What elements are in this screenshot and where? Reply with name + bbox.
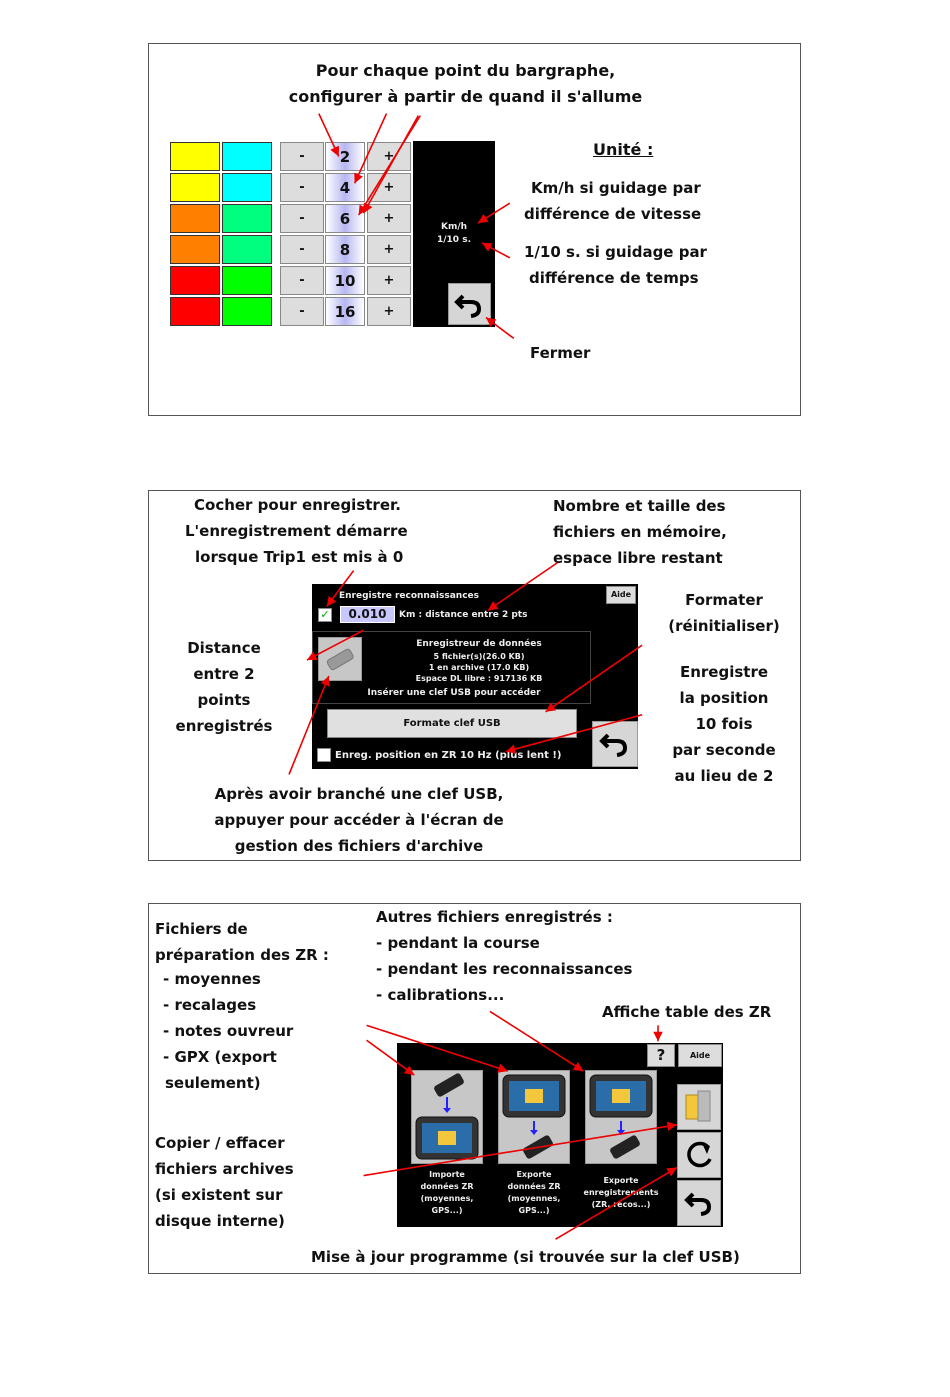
plus-button[interactable]: + <box>367 235 411 264</box>
bar-cell-left <box>170 297 220 326</box>
enreg-line2: la position <box>679 689 769 707</box>
threshold-value[interactable]: 6 <box>325 204 365 233</box>
undo-arrow-icon <box>449 284 490 324</box>
import-line2: données ZR <box>420 1182 474 1191</box>
archive-manage-button[interactable] <box>677 1084 721 1130</box>
usb-line: Insérer une clef USB pour accéder <box>367 688 541 698</box>
fermer-label: Fermer <box>530 344 591 362</box>
kmh-desc-2: différence de vitesse <box>524 205 702 223</box>
panel-bargraph <box>148 43 801 416</box>
minus-button[interactable]: - <box>280 235 324 264</box>
bar-cell-left <box>170 173 220 202</box>
bar-cell-left <box>170 204 220 233</box>
minus-button[interactable]: - <box>280 142 324 171</box>
panel-recorder <box>148 490 801 861</box>
export-records-button[interactable] <box>585 1070 657 1164</box>
enreg-line5: au lieu de 2 <box>674 767 774 785</box>
plus-button[interactable]: + <box>367 142 411 171</box>
zr-10hz-label: Enreg. position en ZR 10 Hz (plus lent !) <box>335 750 562 761</box>
help-zr-button[interactable]: ? <box>647 1044 675 1067</box>
import-line1: Importe <box>429 1170 465 1179</box>
archive-line: 1 en archive (17.0 KB) <box>428 663 530 672</box>
nombre-line3: espace libre restant <box>553 549 723 567</box>
dist-line1: Distance <box>187 639 261 657</box>
kmh-desc-1: Km/h si guidage par <box>531 179 701 197</box>
usb-access-button[interactable] <box>318 637 362 681</box>
threshold-value[interactable]: 10 <box>325 266 365 295</box>
unite-title: Unité : <box>593 140 654 159</box>
exrec-line1: Exporte <box>603 1176 639 1185</box>
copier-line2: fichiers archives <box>155 1160 294 1178</box>
apres-line1: Après avoir branché une clef USB, <box>214 785 504 803</box>
files-back-button[interactable] <box>677 1180 721 1226</box>
apres-line2: appuyer pour accéder à l'écran de <box>214 811 504 829</box>
autres-line2: - pendant la course <box>376 934 540 952</box>
enreg-line3: 10 fois <box>695 715 753 733</box>
plus-button[interactable]: + <box>367 204 411 233</box>
autres-line4: - calibrations... <box>376 986 505 1004</box>
usb-to-device-icon <box>412 1071 482 1163</box>
aide-button[interactable]: Aide <box>606 586 636 604</box>
bar-cell-left <box>170 142 220 171</box>
cocher-line1: Cocher pour enregistrer. <box>194 496 401 514</box>
apres-line3: gestion des fichiers d'archive <box>234 837 484 855</box>
affiche-label: Affiche table des ZR <box>602 1003 772 1021</box>
export-line1: Exporte <box>516 1170 552 1179</box>
autres-line3: - pendant les reconnaissances <box>376 960 633 978</box>
refresh-icon <box>678 1133 720 1177</box>
export-zr-button[interactable] <box>498 1070 570 1164</box>
dist-line2: entre 2 <box>193 665 255 683</box>
bar-cell-right <box>222 204 272 233</box>
formater-line1: Formater <box>685 591 763 609</box>
threshold-value[interactable]: 4 <box>325 173 365 202</box>
bar-cell-right <box>222 142 272 171</box>
fich-line3: - moyennes <box>163 970 261 988</box>
minus-button[interactable]: - <box>280 173 324 202</box>
panel-files <box>148 903 801 1274</box>
unit-kmh: Km/h <box>440 222 468 232</box>
nombre-line1: Nombre et taille des <box>553 497 726 515</box>
copier-line1: Copier / effacer <box>155 1134 285 1152</box>
export-line2: données ZR <box>507 1182 561 1191</box>
exrec-line2: enregistrements <box>583 1188 659 1197</box>
recon-checkbox[interactable]: ✓ <box>318 608 332 622</box>
import-zr-button[interactable] <box>411 1070 483 1164</box>
distance-input[interactable]: 0.010 <box>340 606 395 623</box>
device-to-usb-icon <box>586 1071 656 1163</box>
files-line: 5 fichier(s)(26.0 KB) <box>433 652 525 661</box>
plus-button[interactable]: + <box>367 297 411 326</box>
plus-button[interactable]: + <box>367 173 411 202</box>
import-line3: (moyennes, <box>420 1194 474 1203</box>
formater-line2: (réinitialiser) <box>668 617 780 635</box>
import-line4: GPS...) <box>431 1206 463 1215</box>
enreg-line4: par seconde <box>672 741 776 759</box>
tenth-desc-2: différence de temps <box>529 269 699 287</box>
undo-arrow-icon <box>678 1181 720 1225</box>
bar-cell-right <box>222 173 272 202</box>
zr-10hz-checkbox[interactable] <box>317 748 331 762</box>
bargraph-title-line1: Pour chaque point du bargraphe, <box>315 61 616 80</box>
tenth-desc-1: 1/10 s. si guidage par <box>524 243 707 261</box>
cocher-line2: L'enregistrement démarre <box>185 522 408 540</box>
minus-button[interactable]: - <box>280 266 324 295</box>
back-button[interactable] <box>448 283 491 325</box>
bar-cell-right <box>222 266 272 295</box>
maj-label: Mise à jour programme (si trouvée sur la clef USB) <box>311 1248 740 1266</box>
format-usb-button[interactable]: Formate clef USB <box>327 709 577 738</box>
fich-line7: seulement) <box>165 1074 261 1092</box>
bargraph-title-line2: configurer à partir de quand il s'allume <box>288 87 643 106</box>
enreg-line1: Enregistre <box>679 663 769 681</box>
distance-label: Km : distance entre 2 pts <box>399 610 528 620</box>
nombre-line2: fichiers en mémoire, <box>553 523 727 541</box>
fich-line4: - recalages <box>163 996 257 1014</box>
dist-line3: points <box>197 691 251 709</box>
copier-line4: disque interne) <box>155 1212 285 1230</box>
export-line4: GPS...) <box>518 1206 550 1215</box>
bar-cell-right <box>222 297 272 326</box>
update-program-button[interactable] <box>677 1132 721 1178</box>
bar-cell-left <box>170 266 220 295</box>
files-aide-button[interactable]: Aide <box>678 1044 722 1067</box>
threshold-value[interactable]: 2 <box>325 142 365 171</box>
bar-cell-left <box>170 235 220 264</box>
recorder-back-button[interactable] <box>592 721 638 767</box>
undo-arrow-icon <box>593 722 637 766</box>
recon-title: Enregistre reconnaissances <box>339 591 479 601</box>
bar-cell-right <box>222 235 272 264</box>
threshold-value[interactable]: 8 <box>325 235 365 264</box>
export-line3: (moyennes, <box>507 1194 561 1203</box>
fich-line6: - GPX (export <box>163 1048 277 1066</box>
autres-line1: Autres fichiers enregistrés : <box>376 908 613 926</box>
fich-line2: préparation des ZR : <box>155 946 329 964</box>
fich-line1: Fichiers de <box>155 920 248 938</box>
device-to-usb-icon <box>499 1071 569 1163</box>
threshold-value[interactable]: 16 <box>325 297 365 326</box>
exrec-line3: (ZR, recos...) <box>591 1200 651 1209</box>
logger-title: Enregistreur de données <box>416 639 542 649</box>
dist-line4: enregistrés <box>175 717 273 735</box>
archive-folder-icon <box>678 1085 720 1129</box>
minus-button[interactable]: - <box>280 297 324 326</box>
fich-line5: - notes ouvreur <box>163 1022 294 1040</box>
copier-line3: (si existent sur <box>155 1186 283 1204</box>
usb-key-icon <box>319 638 361 680</box>
plus-button[interactable]: + <box>367 266 411 295</box>
minus-button[interactable]: - <box>280 204 324 233</box>
cocher-line3: lorsque Trip1 est mis à 0 <box>195 548 404 566</box>
space-line: Espace DL libre : 917136 KB <box>415 674 543 683</box>
unit-tenth: 1/10 s. <box>437 235 471 245</box>
